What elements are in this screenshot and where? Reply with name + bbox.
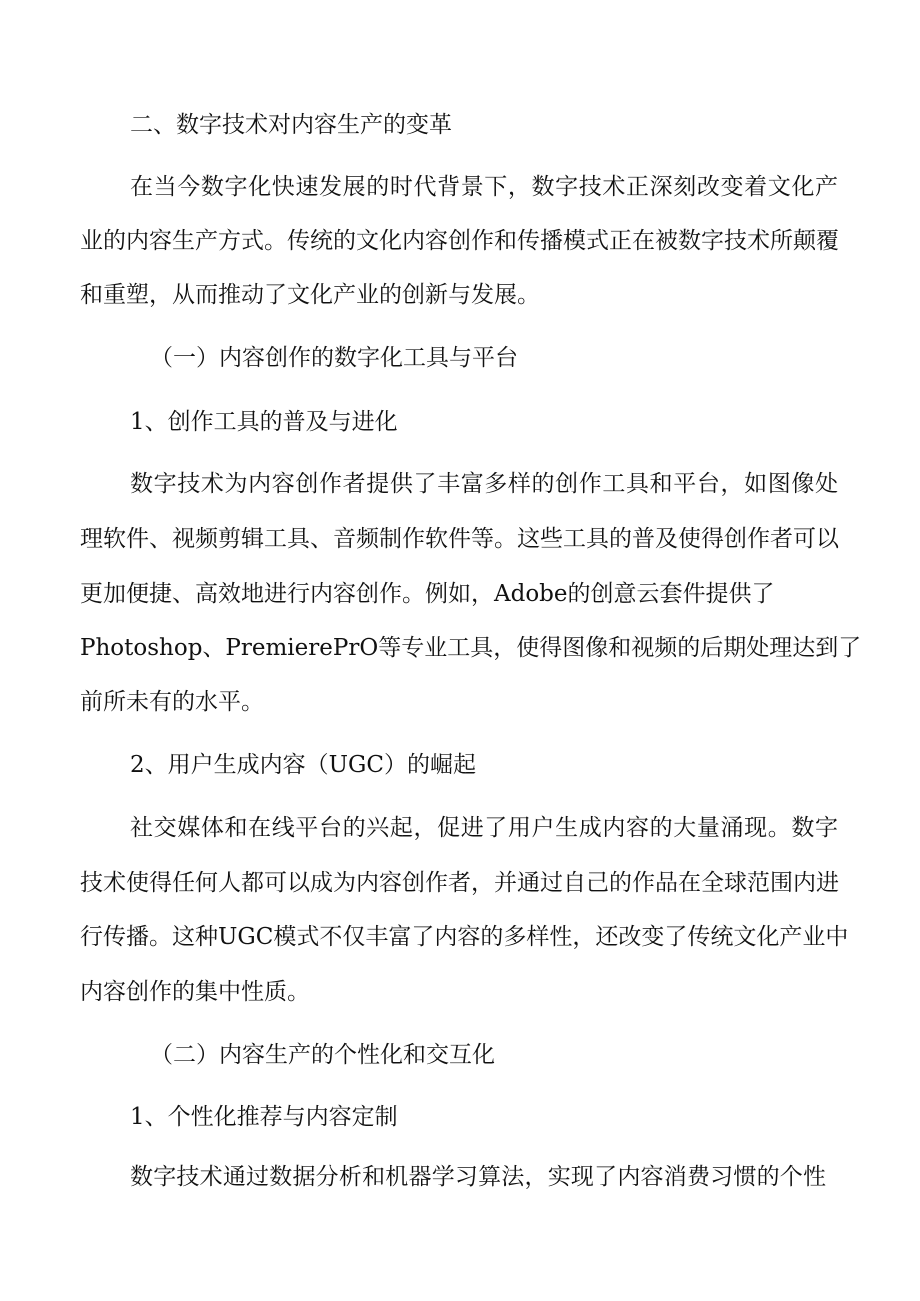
item-2-1-paragraph-line-1: 数字技术通过数据分析和机器学习算法，实现了内容消费习惯的个性: [130, 1164, 826, 1190]
intro-paragraph-line-1: 在当今数字化快速发展的时代背景下，数字技术正深刻改变着文化产: [130, 174, 838, 200]
item-1-1-paragraph-line-3: 更加便捷、高效地进行内容创作。例如，Adobe的创意云套件提供了: [80, 581, 775, 607]
item-1-2-paragraph-line-4: 内容创作的集中性质。: [80, 979, 310, 1005]
item-1-2-heading: 2、用户生成内容（UGC）的崛起: [130, 752, 476, 778]
item-2-1-heading: 1、个性化推荐与内容定制: [130, 1104, 398, 1130]
item-1-1-paragraph-line-5: 前所未有的水平。: [80, 689, 264, 715]
section-heading: 二、数字技术对内容生产的变革: [130, 112, 452, 138]
item-1-1-heading: 1、创作工具的普及与进化: [130, 409, 398, 435]
intro-paragraph-line-3: 和重塑，从而推动了文化产业的创新与发展。: [80, 282, 540, 308]
subsection-1-heading: （一）内容创作的数字化工具与平台: [150, 345, 518, 371]
item-1-1-paragraph-line-4: Photoshop、PremierePrO等专业工具，使得图像和视频的后期处理达到了: [80, 635, 862, 661]
intro-paragraph-line-2: 业的内容生产方式。传统的文化内容创作和传播模式正在被数字技术所颠覆: [80, 228, 839, 254]
item-1-2-paragraph-line-2: 技术使得任何人都可以成为内容创作者，并通过自己的作品在全球范围内进: [80, 870, 839, 896]
item-1-2-paragraph-line-3: 行传播。这种UGC模式不仅丰富了内容的多样性，还改变了传统文化产业中: [80, 924, 849, 950]
item-1-1-paragraph-line-2: 理软件、视频剪辑工具、音频制作软件等。这些工具的普及使得创作者可以: [80, 526, 839, 552]
item-1-2-paragraph-line-1: 社交媒体和在线平台的兴起，促进了用户生成内容的大量涌现。数字: [130, 815, 838, 841]
item-1-1-paragraph-line-1: 数字技术为内容创作者提供了丰富多样的创作工具和平台，如图像处: [130, 471, 838, 497]
subsection-2-heading: （二）内容生产的个性化和交互化: [150, 1042, 495, 1068]
